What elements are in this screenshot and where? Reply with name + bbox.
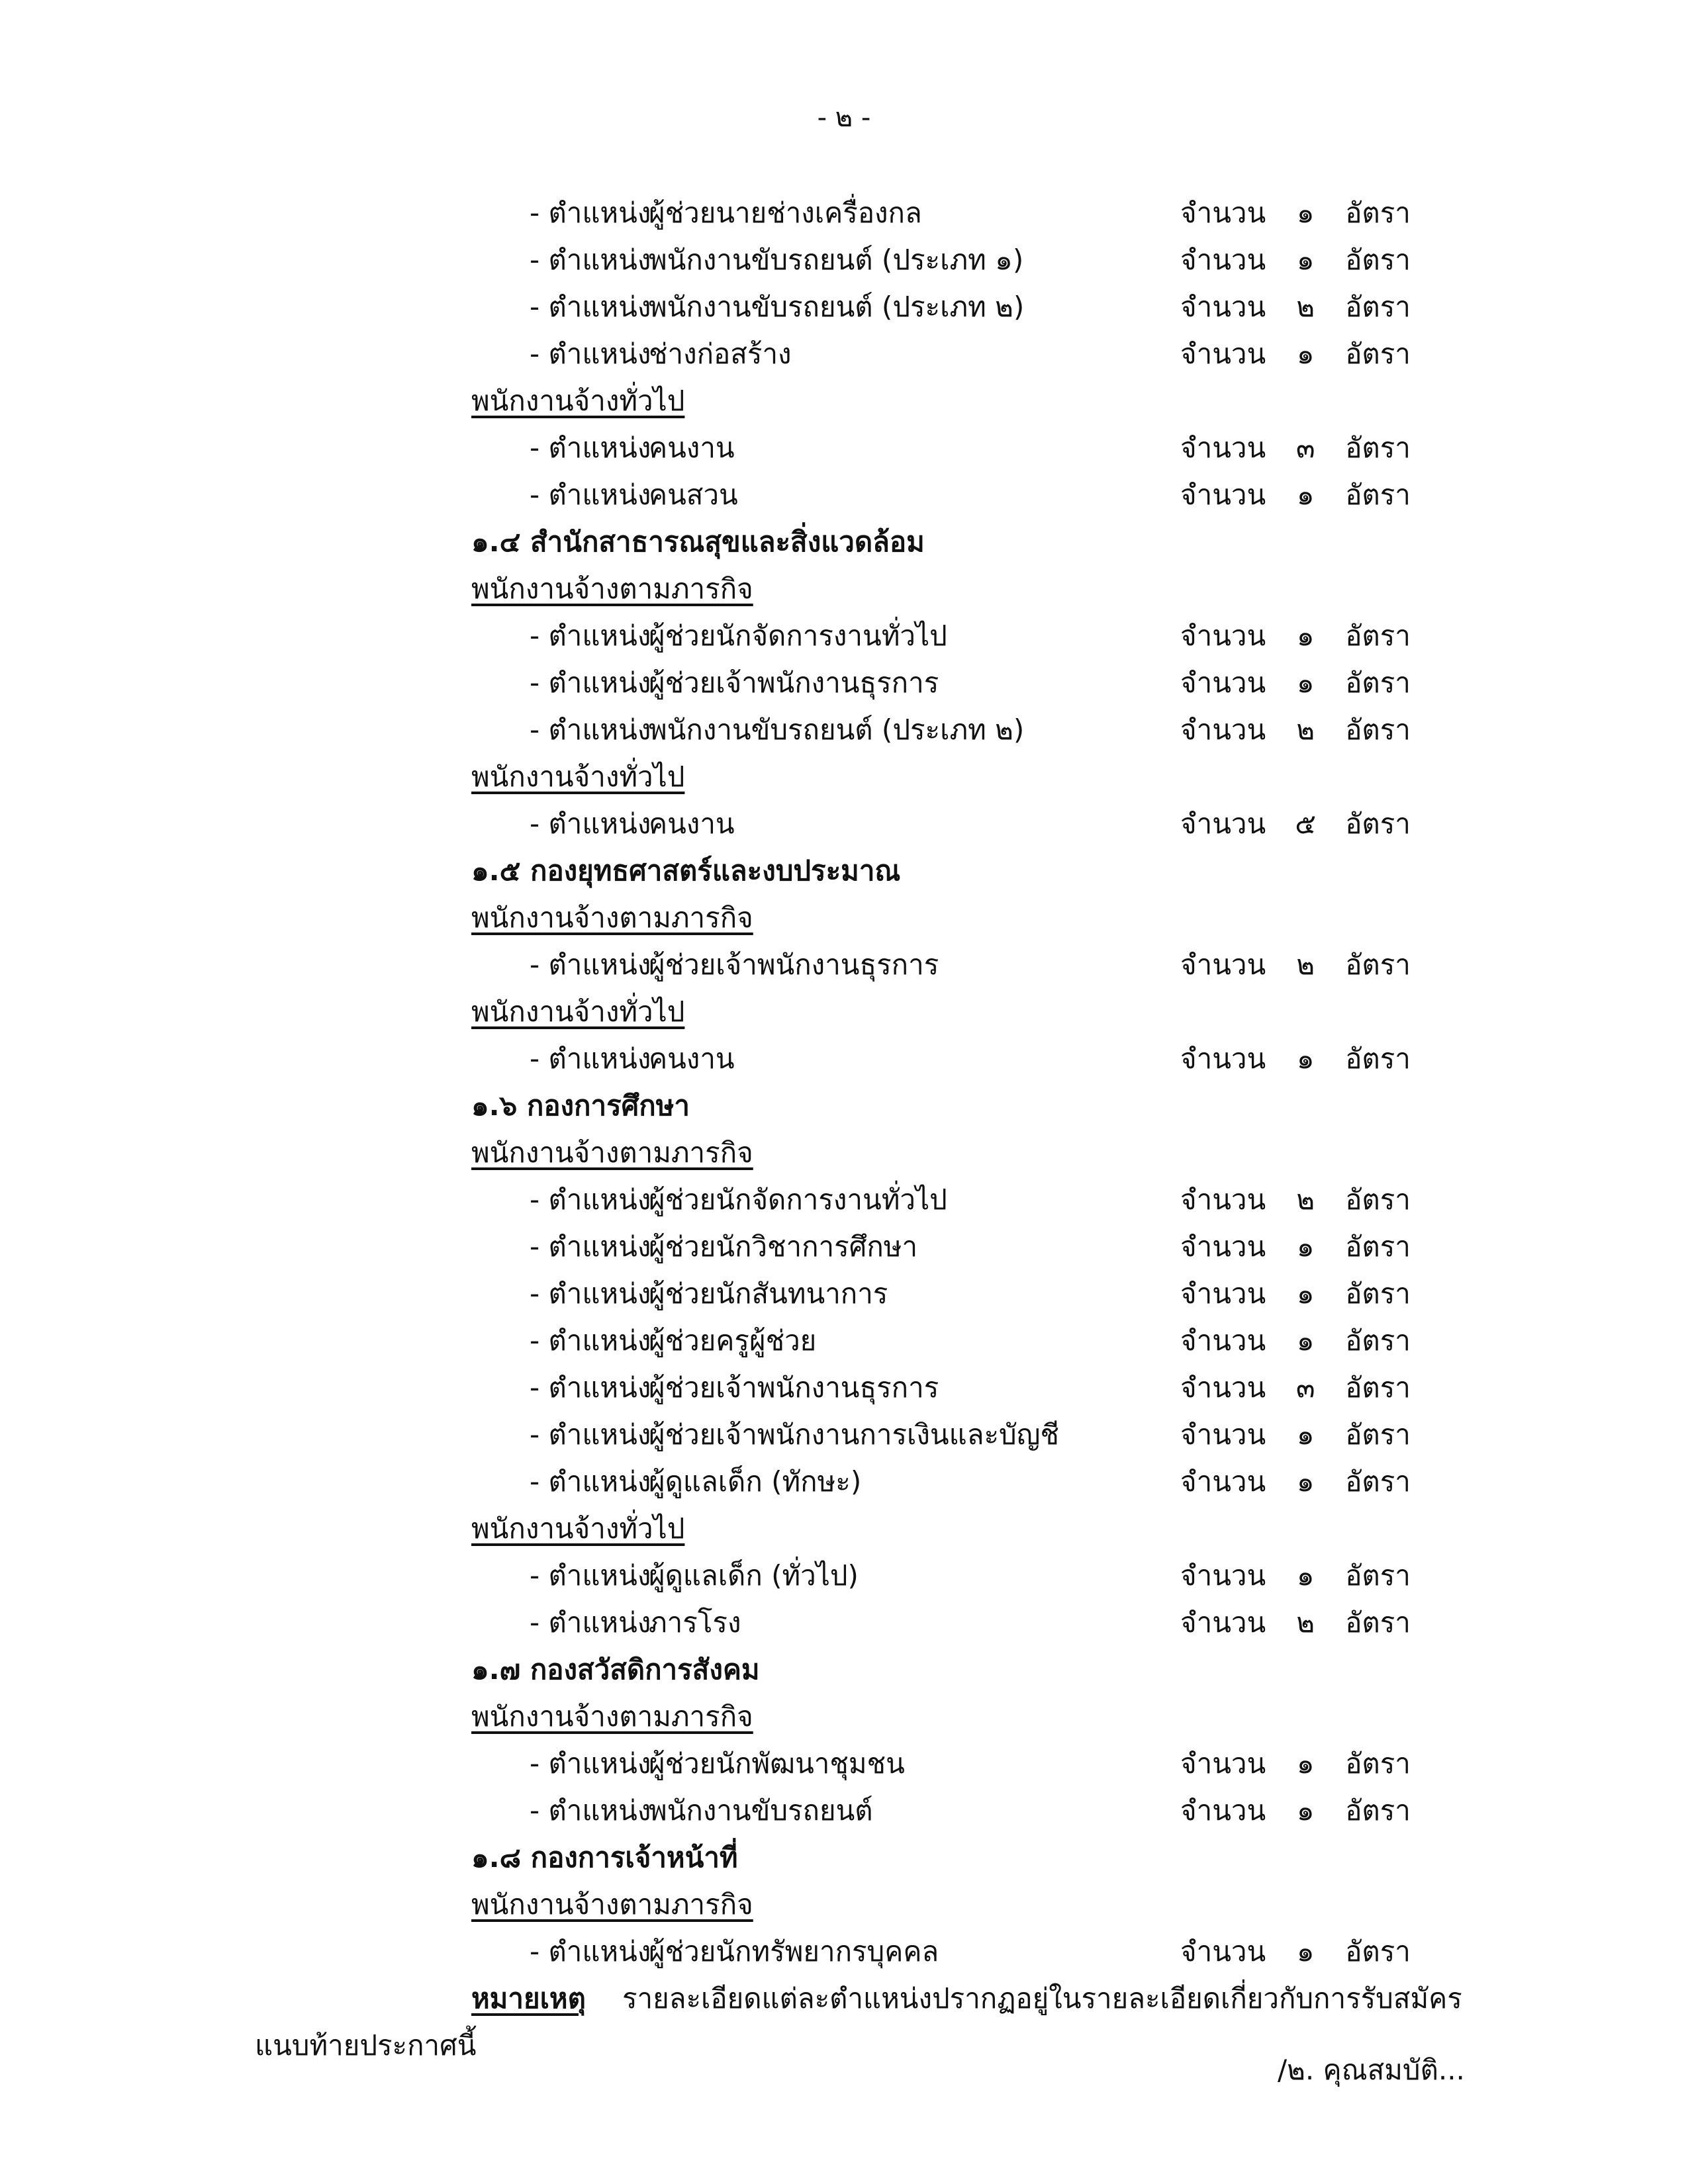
count-label: จำนวน: [1180, 1371, 1266, 1404]
employee-category-row: [0, 565, 1688, 612]
position-count: [1180, 1411, 1411, 1458]
position-prefix: - ตำแหน่ง: [530, 1559, 651, 1592]
position-count: [1180, 1176, 1411, 1223]
position-count: [1180, 330, 1411, 377]
position-count: [1180, 1740, 1411, 1787]
count-number: ๓: [1295, 432, 1315, 464]
position-prefix: - ตำแหน่ง: [530, 1465, 651, 1498]
count-label: จำนวน: [1180, 666, 1266, 699]
position-row: [0, 189, 1688, 236]
position-count: [1180, 1317, 1411, 1364]
position-row: [0, 1035, 1688, 1082]
section-heading-row: [0, 847, 1688, 894]
employee-category: พนักงานจ้างทั่วไป: [471, 385, 685, 417]
position-name: ผู้ช่วยนักสันทนาการ: [649, 1277, 888, 1310]
position-prefix: - ตำแหน่ง: [530, 197, 651, 229]
count-number: ๑: [1296, 1747, 1315, 1780]
count-number: ๑: [1296, 1559, 1315, 1592]
count-unit: อัตรา: [1345, 1418, 1411, 1451]
position-row: [0, 1928, 1688, 1975]
position-row: [0, 1176, 1688, 1223]
position-count: [1180, 706, 1411, 753]
count-unit: อัตรา: [1345, 1794, 1411, 1827]
count-label: จำนวน: [1180, 1559, 1266, 1592]
count-label: จำนวน: [1180, 1935, 1266, 1968]
count-number: ๑: [1296, 244, 1315, 276]
count-label: จำนวน: [1180, 948, 1266, 981]
count-unit: อัตรา: [1345, 807, 1411, 840]
position-name: พนักงานขับรถยนต์ (ประเภท ๒): [649, 291, 1025, 323]
note-row: [0, 1975, 1688, 2022]
position-name: พนักงานขับรถยนต์ (ประเภท ๑): [649, 244, 1024, 276]
position-count: [1180, 1364, 1411, 1411]
employee-category: พนักงานจ้างตามภารกิจ: [471, 1136, 753, 1169]
position-prefix: - ตำแหน่ง: [530, 807, 651, 840]
count-number: ๑: [1296, 1794, 1315, 1827]
count-label: จำนวน: [1180, 478, 1266, 511]
position-name: พนักงานขับรถยนต์: [649, 1794, 873, 1827]
section-heading: ๑.๗ กองสวัสดิการสังคม: [471, 1653, 760, 1686]
employee-category: พนักงานจ้างทั่วไป: [471, 1512, 685, 1545]
count-unit: อัตรา: [1345, 1042, 1411, 1075]
count-unit: อัตรา: [1345, 1324, 1411, 1357]
position-count: [1180, 1270, 1411, 1317]
position-prefix: - ตำแหน่ง: [530, 291, 651, 323]
position-prefix: - ตำแหน่ง: [530, 1230, 651, 1263]
position-count: [1180, 1599, 1411, 1646]
count-number: ๒: [1296, 713, 1315, 746]
count-number: ๑: [1296, 1418, 1315, 1451]
count-unit: อัตรา: [1345, 1747, 1411, 1780]
count-number: ๒: [1296, 948, 1315, 981]
position-count: [1180, 189, 1411, 236]
position-prefix: - ตำแหน่ง: [530, 1371, 651, 1404]
note-text: รายละเอียดแต่ละตำแหน่งปรากฏอยู่ในรายละเอียดเกี่ยวกับการรับสมัคร: [622, 1982, 1462, 2015]
employee-category: พนักงานจ้างทั่วไป: [471, 995, 685, 1028]
position-name: ผู้ช่วยนักจัดการงานทั่วไป: [649, 1183, 947, 1216]
position-prefix: - ตำแหน่ง: [530, 244, 651, 276]
count-number: ๑: [1296, 1230, 1315, 1263]
position-row: [0, 1552, 1688, 1599]
position-row: [0, 941, 1688, 988]
count-label: จำนวน: [1180, 1794, 1266, 1827]
count-number: ๒: [1296, 1606, 1315, 1639]
count-label: จำนวน: [1180, 1230, 1266, 1263]
position-name: ผู้ช่วยนักวิชาการศึกษา: [649, 1230, 918, 1263]
position-count: [1180, 471, 1411, 518]
note-continuation: แนบท้ายประกาศนี้: [255, 2029, 477, 2062]
count-label: จำนวน: [1180, 244, 1266, 276]
position-count: [1180, 612, 1411, 659]
count-unit: อัตรา: [1345, 244, 1411, 276]
position-prefix: - ตำแหน่ง: [530, 1418, 651, 1451]
position-name: ผู้ช่วยนายช่างเครื่องกล: [649, 197, 922, 229]
count-unit: อัตรา: [1345, 197, 1411, 229]
position-row: [0, 424, 1688, 471]
position-row: [0, 471, 1688, 518]
count-unit: อัตรา: [1345, 1606, 1411, 1639]
position-count: [1180, 424, 1411, 471]
section-heading: ๑.๖ กองการศึกษา: [471, 1089, 690, 1122]
continuation-marker: /๒. คุณสมบัติ...: [1278, 2054, 1465, 2086]
position-count: [1180, 800, 1411, 847]
position-count: [1180, 283, 1411, 330]
employee-category-row: [0, 894, 1688, 941]
count-unit: อัตรา: [1345, 338, 1411, 370]
employee-category-row: [0, 1129, 1688, 1176]
count-label: จำนวน: [1180, 1465, 1266, 1498]
position-name: ผู้ดูแลเด็ก (ทั่วไป): [649, 1559, 859, 1592]
position-prefix: - ตำแหน่ง: [530, 1183, 651, 1216]
position-count: [1180, 236, 1411, 283]
count-number: ๑: [1296, 1465, 1315, 1498]
position-row: [0, 1317, 1688, 1364]
position-row: [0, 800, 1688, 847]
employee-category-row: [0, 753, 1688, 800]
count-unit: อัตรา: [1345, 619, 1411, 652]
position-name: ผู้ดูแลเด็ก (ทักษะ): [649, 1465, 862, 1498]
count-unit: อัตรา: [1345, 1183, 1411, 1216]
employee-category: พนักงานจ้างทั่วไป: [471, 760, 685, 793]
position-name: ผู้ช่วยนักทรัพยากรบุคคล: [649, 1935, 939, 1968]
position-row: [0, 659, 1688, 706]
position-prefix: - ตำแหน่ง: [530, 1606, 651, 1639]
position-count: [1180, 1552, 1411, 1599]
count-number: ๑: [1296, 197, 1315, 229]
position-row: [0, 1740, 1688, 1787]
position-count: [1180, 941, 1411, 988]
count-label: จำนวน: [1180, 197, 1266, 229]
employee-category-row: [0, 1693, 1688, 1740]
position-row: [0, 612, 1688, 659]
employee-category: พนักงานจ้างตามภารกิจ: [471, 1888, 753, 1921]
position-prefix: - ตำแหน่ง: [530, 666, 651, 699]
count-unit: อัตรา: [1345, 1230, 1411, 1263]
position-count: [1180, 659, 1411, 706]
position-row: [0, 1458, 1688, 1505]
count-unit: อัตรา: [1345, 1465, 1411, 1498]
position-prefix: - ตำแหน่ง: [530, 1324, 651, 1357]
count-unit: อัตรา: [1345, 666, 1411, 699]
section-heading-row: [0, 1834, 1688, 1881]
count-unit: อัตรา: [1345, 713, 1411, 746]
count-number: ๒: [1296, 291, 1315, 323]
position-prefix: - ตำแหน่ง: [530, 1277, 651, 1310]
position-name: พนักงานขับรถยนต์ (ประเภท ๒): [649, 713, 1025, 746]
section-heading: ๑.๔ สำนักสาธารณสุขและสิ่งแวดล้อม: [471, 525, 925, 558]
position-name: คนงาน: [649, 432, 735, 464]
employee-category-row: [0, 1505, 1688, 1552]
position-name: ช่างก่อสร้าง: [649, 338, 792, 370]
count-number: ๑: [1296, 619, 1315, 652]
position-prefix: - ตำแหน่ง: [530, 948, 651, 981]
position-count: [1180, 1223, 1411, 1270]
position-name: ผู้ช่วยเจ้าพนักงานธุรการ: [649, 1371, 939, 1404]
position-count: [1180, 1035, 1411, 1082]
count-unit: อัตรา: [1345, 291, 1411, 323]
position-row: [0, 1411, 1688, 1458]
count-number: ๓: [1295, 1371, 1315, 1404]
count-label: จำนวน: [1180, 619, 1266, 652]
position-count: [1180, 1928, 1411, 1975]
employee-category: พนักงานจ้างตามภารกิจ: [471, 901, 753, 934]
position-row: [0, 283, 1688, 330]
count-number: ๒: [1296, 1183, 1315, 1216]
position-prefix: - ตำแหน่ง: [530, 1747, 651, 1780]
position-name: ผู้ช่วยครูผู้ช่วย: [649, 1324, 817, 1357]
position-prefix: - ตำแหน่ง: [530, 478, 651, 511]
count-label: จำนวน: [1180, 1042, 1266, 1075]
count-number: ๑: [1296, 1324, 1315, 1357]
position-row: [0, 1270, 1688, 1317]
page-number: - ๒ -: [817, 103, 871, 133]
count-unit: อัตรา: [1345, 478, 1411, 511]
count-label: จำนวน: [1180, 1183, 1266, 1216]
count-number: ๑: [1296, 338, 1315, 370]
employee-category-row: [0, 377, 1688, 424]
section-heading-row: [0, 518, 1688, 565]
count-number: ๑: [1296, 1935, 1315, 1968]
position-name: ผู้ช่วยนักพัฒนาชุมชน: [649, 1747, 905, 1780]
count-label: จำนวน: [1180, 1277, 1266, 1310]
position-name: ผู้ช่วยเจ้าพนักงานธุรการ: [649, 948, 939, 981]
position-prefix: - ตำแหน่ง: [530, 713, 651, 746]
position-prefix: - ตำแหน่ง: [530, 1794, 651, 1827]
position-row: [0, 330, 1688, 377]
position-count: [1180, 1787, 1411, 1834]
count-unit: อัตรา: [1345, 1371, 1411, 1404]
position-prefix: - ตำแหน่ง: [530, 338, 651, 370]
count-label: จำนวน: [1180, 807, 1266, 840]
position-row: [0, 1364, 1688, 1411]
employee-category-row: [0, 988, 1688, 1035]
count-label: จำนวน: [1180, 291, 1266, 323]
count-unit: อัตรา: [1345, 948, 1411, 981]
count-label: จำนวน: [1180, 432, 1266, 464]
count-label: จำนวน: [1180, 1606, 1266, 1639]
count-unit: อัตรา: [1345, 1559, 1411, 1592]
position-name: ผู้ช่วยเจ้าพนักงานธุรการ: [649, 666, 939, 699]
section-heading: ๑.๘ กองการเจ้าหน้าที่: [471, 1841, 738, 1874]
count-number: ๑: [1296, 1042, 1315, 1075]
position-name: คนสวน: [649, 478, 738, 511]
position-prefix: - ตำแหน่ง: [530, 619, 651, 652]
position-name: ผู้ช่วยเจ้าพนักงานการเงินและบัญชี: [649, 1418, 1059, 1451]
count-number: ๑: [1296, 666, 1315, 699]
employee-category: พนักงานจ้างตามภารกิจ: [471, 1700, 753, 1733]
position-prefix: - ตำแหน่ง: [530, 432, 651, 464]
count-label: จำนวน: [1180, 713, 1266, 746]
section-heading-row: [0, 1646, 1688, 1693]
position-row: [0, 1599, 1688, 1646]
position-name: ผู้ช่วยนักจัดการงานทั่วไป: [649, 619, 947, 652]
vacancy-list: [0, 189, 1688, 2069]
position-prefix: - ตำแหน่ง: [530, 1935, 651, 1968]
position-count: [1180, 1458, 1411, 1505]
count-number: ๕: [1295, 807, 1317, 840]
count-number: ๑: [1296, 478, 1315, 511]
position-row: [0, 236, 1688, 283]
position-row: [0, 706, 1688, 753]
count-unit: อัตรา: [1345, 1935, 1411, 1968]
position-row: [0, 1787, 1688, 1834]
count-unit: อัตรา: [1345, 432, 1411, 464]
employee-category: พนักงานจ้างตามภารกิจ: [471, 572, 753, 605]
position-prefix: - ตำแหน่ง: [530, 1042, 651, 1075]
position-name: ภารโรง: [649, 1606, 741, 1639]
count-label: จำนวน: [1180, 338, 1266, 370]
section-heading-row: [0, 1082, 1688, 1129]
count-number: ๑: [1296, 1277, 1315, 1310]
position-name: คนงาน: [649, 1042, 735, 1075]
count-unit: อัตรา: [1345, 1277, 1411, 1310]
position-row: [0, 1223, 1688, 1270]
count-label: จำนวน: [1180, 1418, 1266, 1451]
position-name: คนงาน: [649, 807, 735, 840]
note-label: หมายเหตุ: [471, 1982, 586, 2015]
employee-category-row: [0, 1881, 1688, 1928]
count-label: จำนวน: [1180, 1324, 1266, 1357]
section-heading: ๑.๕ กองยุทธศาสตร์และงบประมาณ: [471, 854, 901, 887]
count-label: จำนวน: [1180, 1747, 1266, 1780]
